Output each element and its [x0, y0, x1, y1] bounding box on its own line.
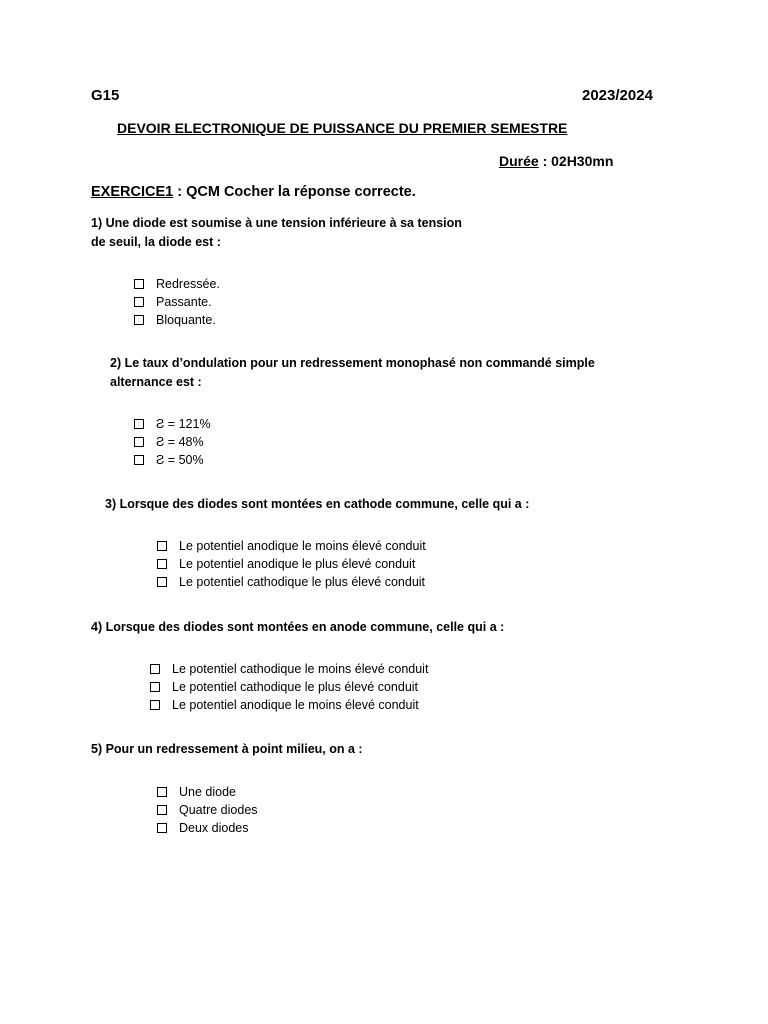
question-5-options	[157, 783, 258, 837]
option-checkbox-row[interactable]	[157, 573, 426, 591]
option-checkbox-row[interactable]	[134, 433, 211, 451]
exercise-instruction: : QCM Cocher la réponse correcte.	[173, 184, 416, 200]
checkbox-icon[interactable]	[150, 664, 160, 674]
option-checkbox-row[interactable]	[134, 451, 211, 469]
question-1-line2: de seuil, la diode est :	[91, 235, 221, 249]
option-checkbox-row[interactable]	[134, 293, 220, 311]
option-checkbox-row[interactable]	[134, 415, 211, 433]
question-3-options	[157, 537, 426, 591]
option-checkbox-row[interactable]	[157, 537, 426, 555]
option-checkbox-row[interactable]	[157, 555, 426, 573]
option-label: Bloquante.	[156, 313, 216, 327]
question-2	[110, 354, 595, 392]
checkbox-icon[interactable]	[134, 279, 144, 289]
checkbox-icon[interactable]	[134, 297, 144, 307]
question-4-options	[150, 660, 428, 714]
group-label: G15	[91, 87, 120, 104]
option-label: Le potentiel cathodique le plus élevé conduit	[172, 680, 419, 694]
option-label: Le potentiel cathodique le moins élevé conduit	[172, 662, 429, 676]
exercise-label: EXERCICE1	[91, 184, 174, 200]
option-label: Quatre diodes	[179, 803, 258, 817]
option-label: Ƨ = 48%	[156, 435, 204, 449]
checkbox-icon[interactable]	[150, 682, 160, 692]
question-3	[105, 495, 529, 514]
option-label: Une diode	[179, 785, 236, 799]
option-label: Passante.	[156, 295, 212, 309]
question-2-line2: alternance est :	[110, 375, 202, 389]
option-checkbox-row[interactable]	[134, 311, 220, 329]
option-checkbox-row[interactable]	[150, 696, 428, 714]
duration-value: : 02H30mn	[538, 153, 614, 169]
checkbox-icon[interactable]	[157, 805, 167, 815]
page-title: DEVOIR ELECTRONIQUE DE PUISSANCE DU PREMIER SEMESTRE	[117, 120, 568, 136]
checkbox-icon[interactable]	[157, 577, 167, 587]
option-checkbox-row[interactable]	[157, 819, 258, 837]
question-2-options	[134, 415, 211, 469]
checkbox-icon[interactable]	[157, 787, 167, 797]
option-label: Deux diodes	[179, 821, 249, 835]
checkbox-icon[interactable]	[150, 700, 160, 710]
duration	[499, 153, 613, 169]
checkbox-icon[interactable]	[134, 315, 144, 325]
duration-label: Durée	[499, 153, 539, 169]
option-label: Le potentiel anodique le plus élevé conduit	[179, 557, 416, 571]
checkbox-icon[interactable]	[157, 541, 167, 551]
option-checkbox-row[interactable]	[157, 783, 258, 801]
checkbox-icon[interactable]	[134, 455, 144, 465]
option-checkbox-row[interactable]	[157, 801, 258, 819]
school-year: 2023/2024	[582, 87, 653, 104]
checkbox-icon[interactable]	[134, 419, 144, 429]
question-2-line1: 2) Le taux d’ondulation pour un redressement monophasé non commandé simple	[110, 356, 595, 370]
question-4-line1: 4) Lorsque des diodes sont montées en anode commune, celle qui a :	[91, 620, 505, 634]
checkbox-icon[interactable]	[157, 823, 167, 833]
question-1-line1: 1) Une diode est soumise à une tension inférieure à sa tension	[91, 216, 462, 230]
checkbox-icon[interactable]	[134, 437, 144, 447]
question-5-line1: 5) Pour un redressement à point milieu, on a :	[91, 742, 363, 756]
exercise-heading	[91, 184, 416, 200]
option-checkbox-row[interactable]	[150, 678, 428, 696]
option-checkbox-row[interactable]	[134, 275, 220, 293]
checkbox-icon[interactable]	[157, 559, 167, 569]
question-3-line1: 3) Lorsque des diodes sont montées en cathode commune, celle qui a :	[105, 497, 530, 511]
option-label: Le potentiel cathodique le plus élevé conduit	[179, 575, 426, 589]
option-label: Ƨ = 50%	[156, 453, 204, 467]
question-1-options	[134, 275, 220, 329]
question-4	[91, 618, 504, 637]
option-label: Le potentiel anodique le moins élevé conduit	[179, 539, 426, 553]
question-5	[91, 740, 363, 759]
option-label: Redressée.	[156, 277, 220, 291]
option-label: Ƨ = 121%	[156, 417, 211, 431]
option-checkbox-row[interactable]	[150, 660, 428, 678]
option-label: Le potentiel anodique le moins élevé conduit	[172, 698, 419, 712]
question-1	[91, 214, 462, 252]
